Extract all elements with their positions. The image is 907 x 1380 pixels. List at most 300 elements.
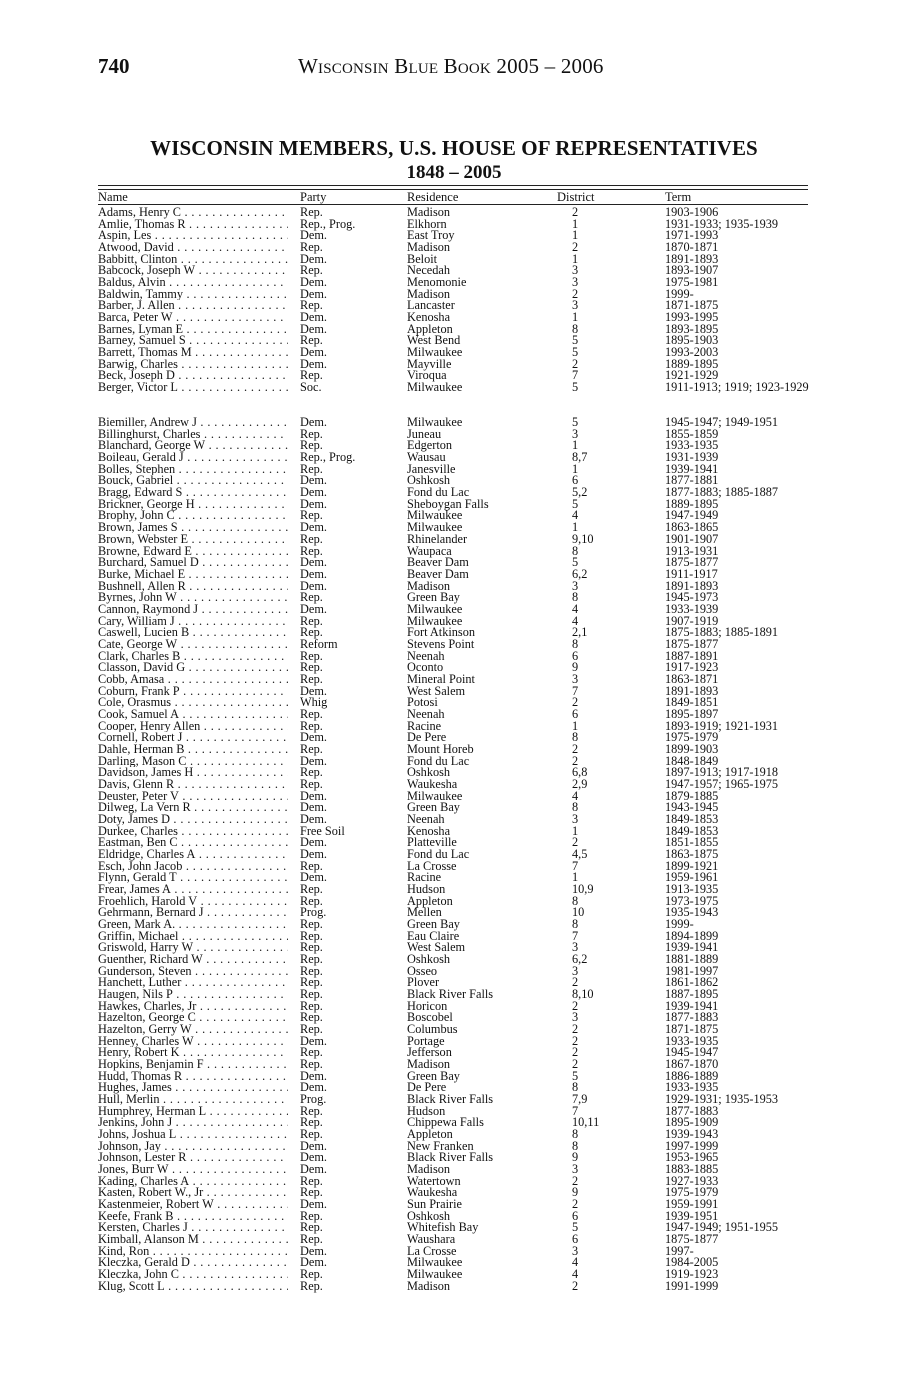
member-district: 1: [572, 438, 579, 453]
member-name: Henney, Charles W . . .: [98, 1036, 288, 1048]
member-name: Brown, Webster E . . .: [98, 534, 288, 546]
member-party: Dem.: [300, 835, 327, 850]
member-party: Rep.: [300, 590, 323, 605]
member-residence: Waushara: [407, 1232, 456, 1247]
member-district: 3: [572, 811, 579, 826]
member-residence: Eau Claire: [407, 928, 460, 943]
member-district: 3: [572, 1162, 579, 1177]
member-district: 2: [572, 975, 579, 990]
member-residence: Neenah: [407, 648, 445, 663]
member-term: 1933-1939: [665, 601, 719, 616]
member-residence: La Crosse: [407, 858, 457, 873]
member-residence: Stevens Point: [407, 636, 475, 651]
member-residence: West Salem: [407, 683, 466, 698]
member-term: 1959-1991: [665, 1197, 719, 1212]
member-district: 3: [572, 671, 579, 686]
member-name: Haugen, Nils P . . .: [98, 989, 288, 1001]
col-header-residence: Residence: [407, 190, 459, 204]
member-district: 1: [572, 823, 579, 838]
member-party: Dem.: [300, 520, 327, 535]
member-residence: Janesville: [407, 461, 456, 476]
member-term: 1877-1883: [665, 1010, 719, 1025]
member-residence: Milwaukee: [407, 613, 463, 628]
member-term: 1887-1891: [665, 648, 719, 663]
member-name: Browne, Edward E . . .: [98, 546, 288, 558]
member-residence: Waukesha: [407, 776, 458, 791]
member-term: 1981-1997: [665, 963, 719, 978]
member-name: Brown, James S . . .: [98, 522, 288, 534]
member-district: 1: [572, 228, 579, 243]
member-district: 9,10: [572, 531, 594, 546]
member-term: 1933-1935: [665, 1033, 719, 1048]
member-district: 9: [572, 1150, 579, 1165]
member-name: Johnson, Lester R . . .: [98, 1152, 288, 1164]
member-party: Rep.: [300, 998, 323, 1013]
member-residence: Osseo: [407, 963, 438, 978]
member-name: Hughes, James . . .: [98, 1082, 288, 1094]
member-residence: Appleton: [407, 321, 453, 336]
member-residence: Racine: [407, 718, 442, 733]
member-name: Classon, David G . . .: [98, 662, 288, 674]
member-residence: Elkhorn: [407, 216, 447, 231]
member-district: 2: [572, 205, 579, 219]
member-term: 1863-1865: [665, 520, 719, 535]
member-name: Esch, John Jacob . . .: [98, 861, 288, 873]
member-residence: Menomonie: [407, 275, 467, 290]
member-term: 1939-1943: [665, 1127, 719, 1142]
member-district: 10,9: [572, 881, 594, 896]
member-party: Dem.: [300, 310, 327, 325]
member-residence: Wausau: [407, 450, 446, 465]
member-term: 1891-1893: [665, 578, 719, 593]
member-name: Kimball, Alanson M . . .: [98, 1234, 288, 1246]
member-party: Soc.: [300, 380, 322, 395]
member-district: 2: [572, 240, 579, 255]
member-residence: Neenah: [407, 706, 445, 721]
member-name: Cary, William J . . .: [98, 616, 288, 628]
member-residence: Boscobel: [407, 1010, 453, 1025]
member-term: 1919-1923: [665, 1267, 719, 1282]
member-district: 6: [572, 473, 579, 488]
member-name: Cobb, Amasa . . .: [98, 674, 288, 686]
member-name: Jones, Burr W . . .: [98, 1164, 288, 1176]
member-residence: West Salem: [407, 940, 466, 955]
member-term: 1877-1881: [665, 473, 719, 488]
member-term: 1875-1877: [665, 1232, 719, 1247]
member-term: 1943-1945: [665, 800, 719, 815]
member-name: Babcock, Joseph W . . .: [98, 265, 288, 277]
member-name: Barnes, Lyman E . . .: [98, 324, 288, 336]
member-residence: Plover: [407, 975, 440, 990]
member-term: 1901-1907: [665, 531, 719, 546]
member-party: Rep.: [300, 1022, 323, 1037]
member-party: Rep.: [300, 660, 323, 675]
member-residence: Black River Falls: [407, 1092, 494, 1107]
column-headers: [98, 191, 808, 204]
member-name: Coburn, Frank P . . .: [98, 686, 288, 698]
member-name: Atwood, David . . .: [98, 242, 288, 254]
member-party: Dem.: [300, 321, 327, 336]
member-party: Dem.: [300, 1197, 327, 1212]
member-name: Hanchett, Luther . . .: [98, 977, 288, 989]
member-term: 1931-1933; 1935-1939: [665, 216, 779, 231]
member-district: 2,9: [572, 776, 588, 791]
member-term: 1947-1949: [665, 508, 719, 523]
member-district: 8: [572, 543, 579, 558]
member-name: Kind, Ron . . .: [98, 1246, 288, 1258]
member-district: 5: [572, 555, 579, 570]
member-name: Barrett, Thomas M . . .: [98, 347, 288, 359]
member-term: 1917-1923: [665, 660, 719, 675]
member-party: Rep.: [300, 1127, 323, 1142]
member-party: Rep.: [300, 368, 323, 383]
member-term: 1867-1870: [665, 1057, 719, 1072]
member-district: 3: [572, 1010, 579, 1025]
member-term: 1875-1877: [665, 636, 719, 651]
member-residence: Appleton: [407, 1127, 453, 1142]
member-party: Rep.: [300, 1173, 323, 1188]
member-district: 1: [572, 251, 579, 266]
member-party: Rep.: [300, 917, 323, 931]
member-district: 4,5: [572, 846, 588, 861]
member-district: 10: [572, 905, 585, 920]
member-residence: East Troy: [407, 228, 455, 243]
member-residence: Black River Falls: [407, 1150, 494, 1165]
member-term: 1945-1947; 1949-1951: [665, 415, 779, 430]
member-district: 8: [572, 636, 579, 651]
top-rule: [98, 185, 808, 186]
member-district: 6: [572, 1232, 579, 1247]
member-term: 1871-1875: [665, 298, 719, 313]
member-term: 1895-1897: [665, 706, 719, 721]
member-district: 1: [572, 216, 579, 231]
member-name: Cooper, Henry Allen . . .: [98, 721, 288, 733]
member-residence: Necedah: [407, 263, 451, 278]
member-district: 5: [572, 496, 579, 511]
member-district: 2: [572, 1022, 579, 1037]
member-term: 1975-1979: [665, 730, 719, 745]
member-residence: Kenosha: [407, 310, 451, 325]
table-row: [98, 1278, 808, 1293]
col-header-party: Party: [300, 190, 327, 204]
member-residence: Milwaukee: [407, 345, 463, 360]
member-term: 1897-1913; 1917-1918: [665, 765, 779, 780]
member-district: 8: [572, 800, 579, 815]
member-term: 1849-1851: [665, 695, 719, 710]
member-district: 2: [572, 1045, 579, 1060]
member-residence: Milwaukee: [407, 520, 463, 535]
member-district: 8: [572, 590, 579, 605]
member-term: 1945-1947: [665, 1045, 719, 1060]
member-party: Rep.: [300, 1220, 323, 1235]
member-name: Davidson, James H . . .: [98, 767, 288, 779]
member-district: 7: [572, 368, 579, 383]
member-name: Barca, Peter W . . .: [98, 312, 288, 324]
member-residence: Portage: [407, 1033, 445, 1048]
member-district: 5: [572, 380, 579, 395]
members-table: [98, 207, 808, 1293]
member-party: Rep.: [300, 1115, 323, 1130]
member-party: Prog.: [300, 1092, 327, 1107]
member-name: Eastman, Ben C . . .: [98, 837, 288, 849]
member-residence: Madison: [407, 1057, 451, 1072]
member-term: 1895-1903: [665, 333, 719, 348]
member-district: 2: [572, 1278, 579, 1293]
member-residence: Mineral Point: [407, 671, 475, 686]
member-term: 1894-1899: [665, 928, 719, 943]
member-party: Rep.: [300, 671, 323, 686]
member-term: 1933-1935: [665, 438, 719, 453]
member-party: Dem.: [300, 496, 327, 511]
member-name: Dahle, Herman B . . .: [98, 744, 288, 756]
member-party: Dem.: [300, 555, 327, 570]
member-district: 3: [572, 1243, 579, 1258]
member-district: 6,2: [572, 566, 588, 581]
member-party: Dem.: [300, 730, 327, 745]
member-residence: Milwaukee: [407, 415, 463, 430]
member-term: 1911-1917: [665, 566, 718, 581]
member-residence: Sheboygan Falls: [407, 496, 489, 511]
member-name: Cate, George W . . .: [98, 639, 288, 651]
member-party: Rep.: [300, 263, 323, 278]
member-residence: Fond du Lac: [407, 753, 470, 768]
member-name: Frear, James A . . .: [98, 884, 288, 896]
member-term: 1893-1907: [665, 263, 719, 278]
member-name: Kleczka, Gerald D . . .: [98, 1257, 288, 1269]
member-name: Hudd, Thomas R . . .: [98, 1071, 288, 1083]
member-district: 3: [572, 940, 579, 955]
member-district: 3: [572, 275, 579, 290]
member-term: 1899-1921: [665, 858, 719, 873]
member-name: Byrnes, John W . . .: [98, 592, 288, 604]
member-name: Bushnell, Allen R . . .: [98, 581, 288, 593]
member-district: 4: [572, 1267, 579, 1282]
member-party: Rep.: [300, 741, 323, 756]
member-district: 4: [572, 1255, 579, 1270]
member-party: Rep.: [300, 858, 323, 873]
member-district: 3: [572, 426, 579, 441]
member-party: Dem.: [300, 578, 327, 593]
member-district: 2: [572, 753, 579, 768]
member-name: Baldus, Alvin . . .: [98, 277, 288, 289]
member-party: Dem.: [300, 683, 327, 698]
member-name: Klug, Scott L . . .: [98, 1281, 288, 1293]
member-party: Rep.: [300, 240, 323, 255]
member-district: 3: [572, 963, 579, 978]
member-name: Gehrmann, Bernard J . . .: [98, 907, 288, 919]
member-residence: Black River Falls: [407, 987, 494, 1002]
member-party: Rep.: [300, 893, 323, 908]
member-party: Dem.: [300, 228, 327, 243]
member-residence: Madison: [407, 578, 451, 593]
member-party: Dem.: [300, 1243, 327, 1258]
member-term: 1999-: [665, 286, 694, 301]
member-district: 7: [572, 1103, 579, 1118]
member-term: 1879-1885: [665, 788, 719, 803]
member-residence: Racine: [407, 870, 442, 885]
member-term: 1887-1895: [665, 987, 719, 1002]
member-district: 7: [572, 858, 579, 873]
member-term: 1929-1931; 1935-1953: [665, 1092, 779, 1107]
member-party: Dem.: [300, 473, 327, 488]
member-term: 1939-1941: [665, 998, 719, 1013]
member-name: Davis, Glenn R . . .: [98, 779, 288, 791]
member-residence: Horicon: [407, 998, 448, 1013]
member-party: Rep.: [300, 1278, 323, 1293]
member-district: 2: [572, 1197, 579, 1212]
member-term: 1999-: [665, 917, 694, 931]
member-party: Rep.: [300, 765, 323, 780]
member-party: Dem.: [300, 356, 327, 371]
member-name: Babbitt, Clinton . . .: [98, 254, 288, 266]
member-party: Dem.: [300, 811, 327, 826]
member-name: Green, Mark A. . . .: [98, 919, 288, 931]
member-residence: Fort Atkinson: [407, 625, 475, 640]
member-residence: Mellen: [407, 905, 442, 920]
member-term: 1933-1935: [665, 1080, 719, 1095]
member-party: Dem.: [300, 601, 327, 616]
member-party: Dem.: [300, 275, 327, 290]
member-term: 1881-1889: [665, 952, 719, 967]
member-term: 1863-1871: [665, 671, 719, 686]
member-party: Dem.: [300, 1255, 327, 1270]
member-party: Dem.: [300, 800, 327, 815]
member-term: 1875-1883; 1885-1891: [665, 625, 779, 640]
member-name: Bragg, Edward S . . .: [98, 487, 288, 499]
member-party: Dem.: [300, 286, 327, 301]
member-residence: Madison: [407, 1278, 451, 1293]
member-name: Beck, Joseph D . . .: [98, 370, 288, 382]
member-term: 1975-1979: [665, 1185, 719, 1200]
member-district: 2: [572, 695, 579, 710]
member-district: 8: [572, 1127, 579, 1142]
member-term: 1971-1993: [665, 228, 719, 243]
member-term: 1947-1949; 1951-1955: [665, 1220, 779, 1235]
member-residence: Hudson: [407, 881, 446, 896]
member-district: 7,9: [572, 1092, 588, 1107]
member-residence: Waukesha: [407, 1185, 458, 1200]
member-term: 1889-1895: [665, 356, 719, 371]
member-residence: Kenosha: [407, 823, 451, 838]
member-residence: Oshkosh: [407, 1208, 451, 1223]
page-header: [98, 54, 810, 84]
member-party: Rep.: [300, 205, 323, 219]
member-residence: Hudson: [407, 1103, 446, 1118]
member-term: 1993-1995: [665, 310, 719, 325]
member-residence: Fond du Lac: [407, 485, 470, 500]
member-name: Durkee, Charles . . .: [98, 826, 288, 838]
member-party: Dem.: [300, 870, 327, 885]
member-term: 1851-1855: [665, 835, 719, 850]
member-party: Rep.: [300, 1045, 323, 1060]
member-party: Rep.: [300, 987, 323, 1002]
member-residence: Watertown: [407, 1173, 461, 1188]
member-party: Rep.: [300, 648, 323, 663]
member-name: Hazelton, George C . . .: [98, 1012, 288, 1024]
member-name: Berger, Victor L . . .: [98, 382, 288, 394]
member-name: Keefe, Frank B . . .: [98, 1211, 288, 1223]
member-name: Barber, J. Allen . . .: [98, 300, 288, 312]
member-residence: Milwaukee: [407, 788, 463, 803]
member-name: Guenther, Richard W . . .: [98, 954, 288, 966]
member-party: Rep.: [300, 426, 323, 441]
member-term: 1913-1931: [665, 543, 719, 558]
member-term: 1997-: [665, 1243, 694, 1258]
member-residence: De Pere: [407, 1080, 447, 1095]
member-term: 1861-1862: [665, 975, 719, 990]
col-header-name: Name: [98, 190, 128, 204]
member-name: Barwig, Charles . . .: [98, 359, 288, 371]
member-district: 5: [572, 415, 579, 430]
member-party: Dem.: [300, 753, 327, 768]
member-party: Dem.: [300, 485, 327, 500]
member-district: 2: [572, 1033, 579, 1048]
member-party: Rep., Prog.: [300, 450, 356, 465]
member-district: 9: [572, 660, 579, 675]
member-term: 1993-2003: [665, 345, 719, 360]
member-district: 2: [572, 835, 579, 850]
member-name: Blanchard, George W . . .: [98, 440, 288, 452]
member-party: Rep.: [300, 952, 323, 967]
member-district: 2: [572, 998, 579, 1013]
member-party: Dem.: [300, 1138, 327, 1153]
member-name: Griswold, Harry W . . .: [98, 942, 288, 954]
member-district: 8: [572, 1138, 579, 1153]
member-district: 2: [572, 741, 579, 756]
member-term: 1870-1871: [665, 240, 719, 255]
member-residence: Sun Prairie: [407, 1197, 462, 1212]
member-party: Rep.: [300, 1208, 323, 1223]
member-party: Rep.: [300, 508, 323, 523]
member-district: 7: [572, 928, 579, 943]
member-district: 10,11: [572, 1115, 600, 1130]
member-name: Kastenmeier, Robert W . . .: [98, 1199, 288, 1211]
member-term: 1975-1981: [665, 275, 719, 290]
member-term: 1891-1893: [665, 251, 719, 266]
member-term: 1893-1895: [665, 321, 719, 336]
member-name: Cornell, Robert J . . .: [98, 732, 288, 744]
member-district: 8,7: [572, 450, 588, 465]
member-party: Dem.: [300, 415, 327, 430]
member-name: Biemiller, Andrew J . . .: [98, 417, 288, 429]
member-term: 1893-1919; 1921-1931: [665, 718, 779, 733]
member-residence: Green Bay: [407, 590, 460, 605]
member-party: Dem.: [300, 566, 327, 581]
member-party: Rep.: [300, 625, 323, 640]
member-party: Rep.: [300, 1057, 323, 1072]
member-name: Darling, Mason C . . .: [98, 756, 288, 768]
member-district: 3: [572, 298, 579, 313]
member-district: 2: [572, 356, 579, 371]
table-title: WISCONSIN MEMBERS, U.S. HOUSE OF REPRESENTATIVES: [150, 136, 758, 160]
member-residence: Milwaukee: [407, 601, 463, 616]
member-district: 1: [572, 461, 579, 476]
member-term: 1889-1895: [665, 496, 719, 511]
member-district: 5: [572, 333, 579, 348]
member-district: 1: [572, 870, 579, 885]
member-term: 1939-1951: [665, 1208, 719, 1223]
table-subtitle: 1848 – 2005: [406, 162, 502, 183]
member-residence: Chippewa Falls: [407, 1115, 484, 1130]
member-name: Flynn, Gerald T . . .: [98, 872, 288, 884]
member-district: 1: [572, 718, 579, 733]
member-term: 1886-1889: [665, 1068, 719, 1083]
member-party: Rep.: [300, 543, 323, 558]
member-term: 1863-1875: [665, 846, 719, 861]
member-residence: Appleton: [407, 893, 453, 908]
member-party: Rep.: [300, 718, 323, 733]
member-residence: Whitefish Bay: [407, 1220, 479, 1235]
